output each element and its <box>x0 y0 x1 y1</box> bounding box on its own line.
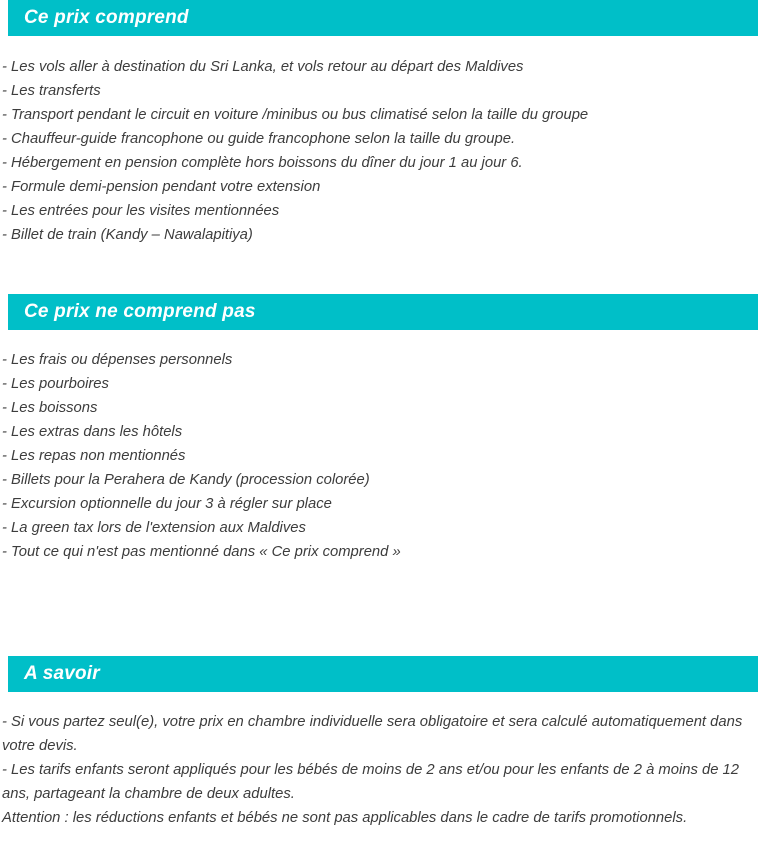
list-item: - Les boissons <box>2 400 98 416</box>
list-item: - Les frais ou dépenses personnels <box>2 352 233 368</box>
section-price-includes <box>0 0 758 247</box>
list-item: - Billets pour la Perahera de Kandy (procession colorée) <box>2 472 370 488</box>
list-item: - Les extras dans les hôtels <box>2 424 183 440</box>
section-title-good-to-know: A savoir <box>8 656 758 692</box>
list-item: - Les pourboires <box>2 376 109 392</box>
list-item: - Transport pendant le circuit en voiture /minibus ou bus climatisé selon la taille du groupe <box>2 107 589 123</box>
price-excludes-list <box>0 330 758 564</box>
price-includes-list <box>0 36 758 247</box>
list-item: - La green tax lors de l'extension aux Maldives <box>2 520 306 536</box>
list-item: - Tout ce qui n'est pas mentionné dans « Ce prix comprend » <box>2 544 401 560</box>
section-price-excludes <box>0 294 758 564</box>
list-item: - Si vous partez seul(e), votre prix en chambre individuelle sera obligatoire et sera calculé automatiquement dans votre devis. <box>2 714 743 754</box>
list-item: - Les repas non mentionnés <box>2 448 186 464</box>
list-item: - Formule demi-pension pendant votre extension <box>2 179 321 195</box>
list-item: - Hébergement en pension complète hors boissons du dîner du jour 1 au jour 6. <box>2 155 523 171</box>
list-item: - Les vols aller à destination du Sri Lanka, et vols retour au départ des Maldives <box>2 59 524 75</box>
list-item: - Billet de train (Kandy – Nawalapitiya) <box>2 227 253 243</box>
list-item: - Excursion optionnelle du jour 3 à régler sur place <box>2 496 332 512</box>
section-title-price-excludes: Ce prix ne comprend pas <box>8 294 758 330</box>
list-item: - Les tarifs enfants seront appliqués pour les bébés de moins de 2 ans et/ou pour les enfants de 2 à moins de 12 ans, partageant la chambre de deux adultes. <box>2 762 740 802</box>
list-item: - Les transferts <box>2 83 101 99</box>
good-to-know-list <box>0 692 758 830</box>
section-good-to-know <box>0 656 758 830</box>
section-title-price-includes: Ce prix comprend <box>8 0 758 36</box>
list-item: - Chauffeur-guide francophone ou guide francophone selon la taille du groupe. <box>2 131 516 147</box>
list-item: - Les entrées pour les visites mentionnées <box>2 203 280 219</box>
list-item: Attention : les réductions enfants et bébés ne sont pas applicables dans le cadre de tarifs promotionnels. <box>2 810 688 826</box>
